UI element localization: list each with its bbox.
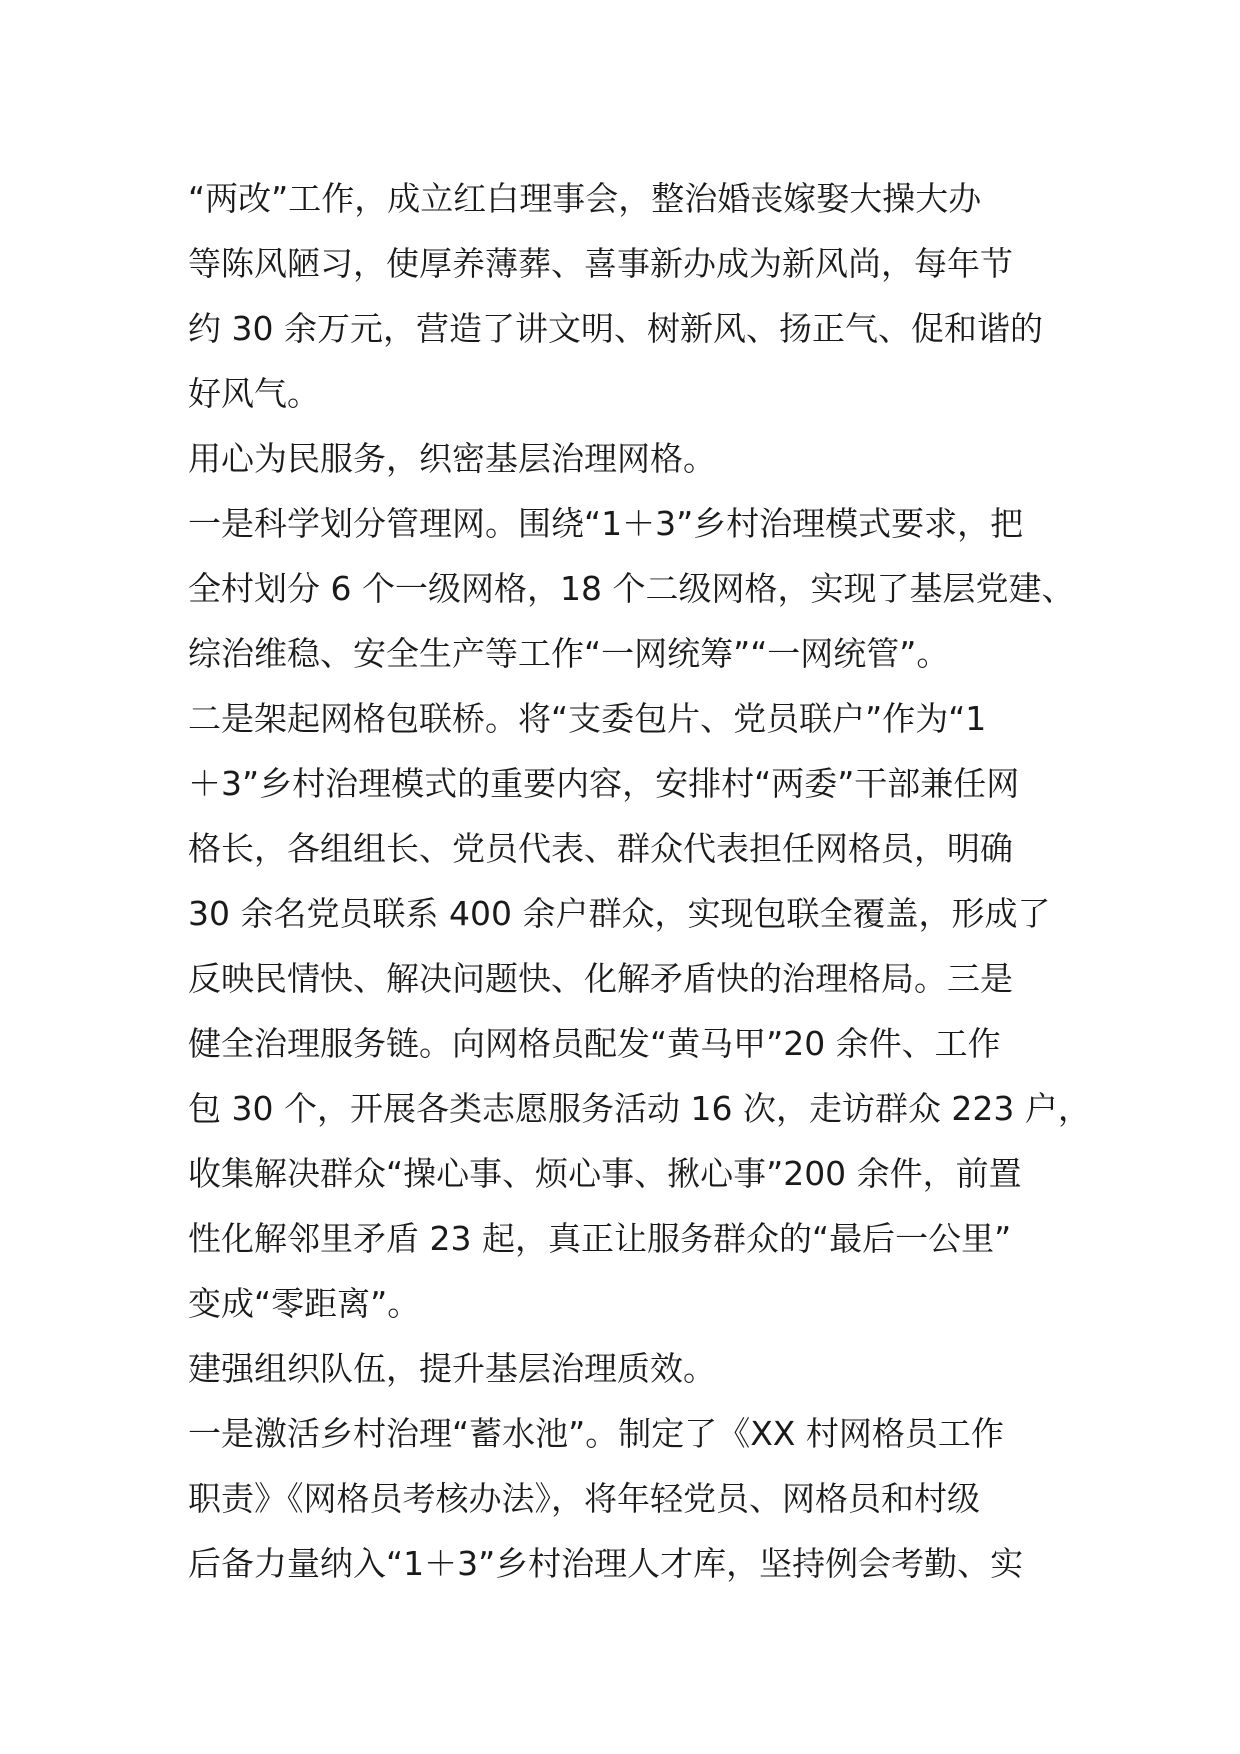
text-line: 性化解邻里矛盾 23 起，真正让服务群众的“最后一公里” xyxy=(188,1219,1012,1258)
text-line: 后备力量纳入“1＋3”乡村治理人才库，坚持例会考勤、实 xyxy=(188,1544,1024,1583)
text-line: 全村划分 6 个一级网格，18 个二级网格，实现了基层党建、 xyxy=(188,569,1075,608)
text-line: 收集解决群众“操心事、烦心事、揪心事”200 余件，前置 xyxy=(188,1154,1022,1193)
text-line: 格长，各组组长、党员代表、群众代表担任网格员，明确 xyxy=(188,829,1013,868)
text-line: ＋3”乡村治理模式的重要内容，安排村“两委”干部兼任网 xyxy=(188,764,1020,803)
text-line: 二是架起网格包联桥。将“支委包片、党员联户”作为“1 xyxy=(188,699,987,738)
text-line: 约 30 余万元，营造了讲文明、树新风、扬正气、促和谐的 xyxy=(188,309,1043,348)
text-line: 一是科学划分管理网。围绕“1＋3”乡村治理模式要求，把 xyxy=(188,504,1024,543)
section-heading: 用心为民服务，织密基层治理网格。 xyxy=(188,439,716,478)
text-line: 健全治理服务链。向网格员配发“黄马甲”20 余件、工作 xyxy=(188,1024,1001,1063)
text-line: 职责》《网格员考核办法》，将年轻党员、网格员和村级 xyxy=(188,1479,980,1518)
text-line: 综治维稳、安全生产等工作“一网统筹”“一网统管”。 xyxy=(188,634,950,673)
text-line: 30 余名党员联系 400 余户群众，实现包联全覆盖，形成了 xyxy=(188,894,1051,933)
text-line: 一是激活乡村治理“蓄水池”。制定了《XX 村网格员工作 xyxy=(188,1414,1004,1453)
text-line: 反映民情快、解决问题快、化解矛盾快的治理格局。三是 xyxy=(188,959,1013,998)
text-line: 变成“零距离”。 xyxy=(188,1284,421,1323)
text-line: 包 30 个，开展各类志愿服务活动 16 次，走访群众 223 户， xyxy=(188,1089,1091,1128)
body-text xyxy=(188,166,1091,1596)
text-line: 等陈风陋习，使厚养薄葬、喜事新办成为新风尚，每年节 xyxy=(188,244,1013,283)
text-line: “两改”工作，成立红白理事会，整治婚丧嫁娶大操大办 xyxy=(188,179,982,218)
section-heading: 建强组织队伍，提升基层治理质效。 xyxy=(188,1349,716,1388)
text-line: 好风气。 xyxy=(188,374,320,413)
